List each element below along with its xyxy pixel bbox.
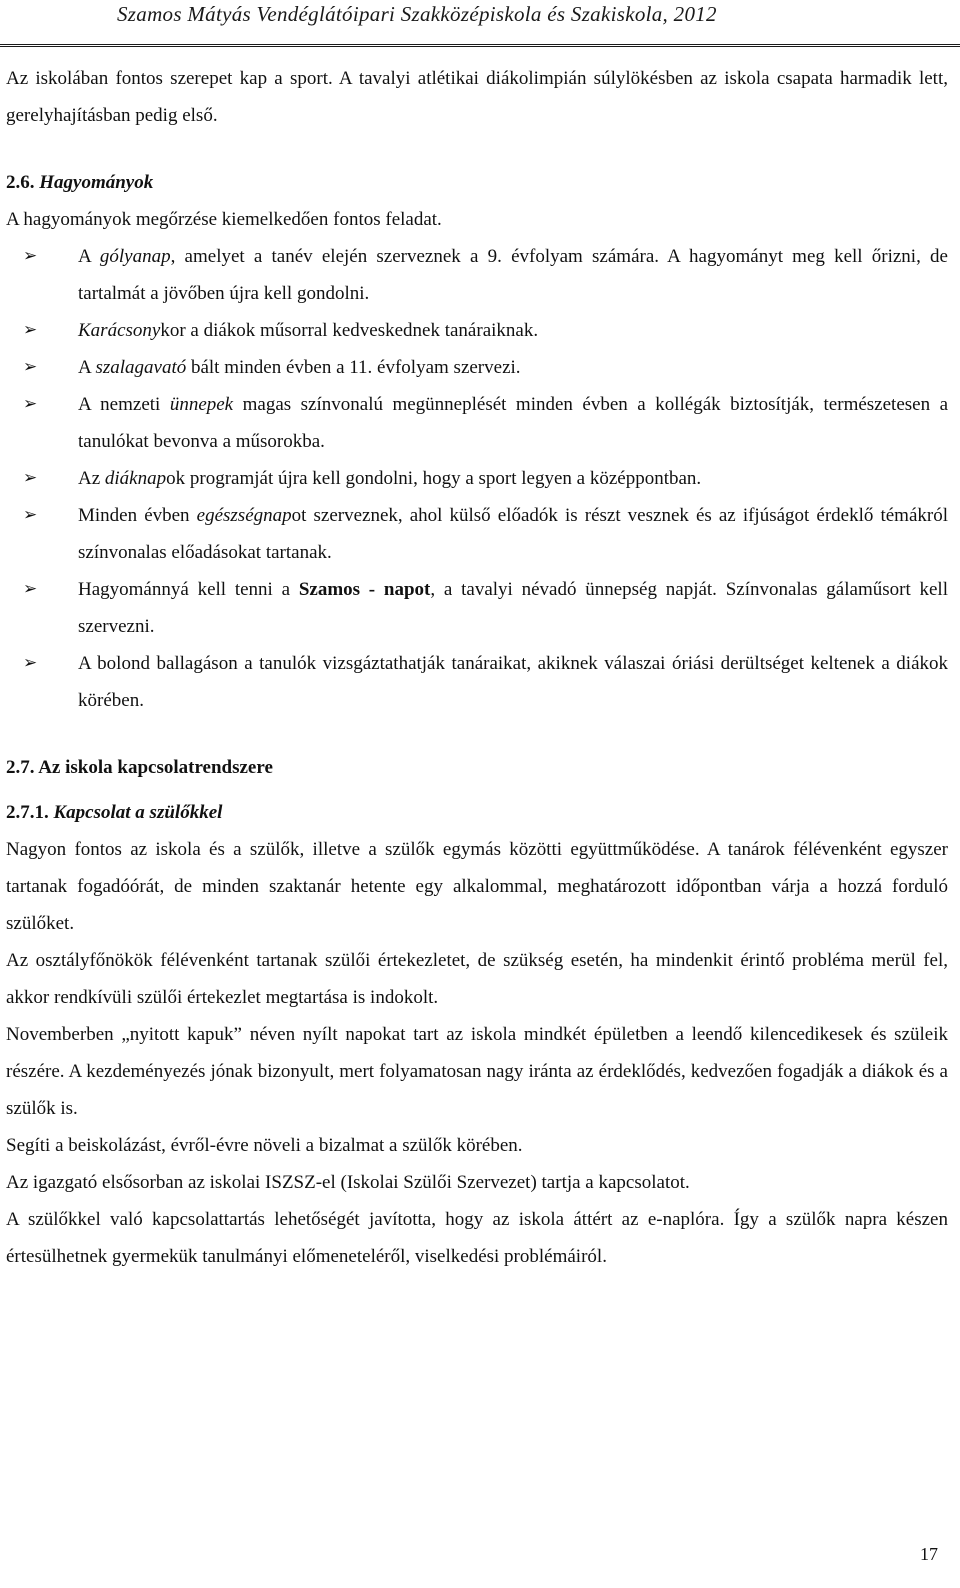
arrow-bullet-icon: ➢ — [23, 579, 38, 599]
traditions-list — [6, 238, 948, 719]
list-item — [6, 645, 948, 719]
item-text: A — [78, 246, 100, 267]
arrow-bullet-icon: ➢ — [23, 468, 38, 488]
list-item — [6, 312, 948, 349]
list-item — [6, 460, 948, 497]
list-item — [6, 238, 948, 312]
section-2-7-heading: 2.7. Az iskola kapcsolatrendszere — [6, 757, 273, 778]
arrow-bullet-icon: ➢ — [23, 320, 38, 340]
item-text: A — [78, 357, 96, 378]
item-text: ot szerveznek, ahol külső előadók is részt vesznek és az ifjúságot érdeklő témákról színvonalas előadásokat tartanak. — [78, 505, 948, 563]
item-emphasis: szalagavató — [95, 357, 187, 378]
page-header — [0, 0, 960, 47]
arrow-bullet-icon: ➢ — [23, 653, 38, 673]
list-item — [6, 349, 948, 386]
paragraph: A szülőkkel való kapcsolattartás lehetőségét javította, hogy az iskola áttért az e-naplóra. Így a szülők napra készen értesülhetnek gyermekük tanulmányi előmeneteléről, viselkedési problémáiról. — [6, 1209, 948, 1267]
section-2-7-1-heading — [6, 794, 948, 831]
paragraph: Novemberben „nyitott kapuk” néven nyílt napokat tart az iskola mindkét épületben a leendő kilencedikesek és szüleik részére. A kezdeményezés jónak bizonyult, mert folyamatosan nagy iránta az érdeklődés, kedvezően fogadják a diákok és a szülők is. — [6, 1024, 948, 1119]
list-item — [6, 386, 948, 460]
item-emphasis: Karácsony — [78, 320, 161, 341]
item-text: , amelyet a tanév elején szerveznek a 9. évfolyam számára. A hagyományt meg kell őrizni, de tartalmát a jövőben újra kell gondolni. — [78, 246, 948, 304]
section-2-6-lead: A hagyományok megőrzése kiemelkedően fontos feladat. — [6, 209, 442, 230]
document-body — [6, 60, 948, 1275]
intro-paragraph: Az iskolában fontos szerepet kap a sport. A tavalyi atlétikai diákolimpián súlylökésben az iskola csapata harmadik lett, gerelyhajításban pedig első. — [6, 68, 948, 126]
arrow-bullet-icon: ➢ — [23, 357, 38, 377]
item-emphasis: gólyanap — [99, 246, 171, 267]
section-2-6-heading — [6, 164, 948, 201]
section-2-6-title: Hagyományok — [39, 172, 154, 193]
item-text: , a tavalyi névadó ünnepség napját. Színvonalas gálaműsort kell szervezni. — [78, 579, 948, 637]
item-text: magas színvonalú megünneplését minden évben a kollégák biztosítják, természetesen a tanulókat bevonva a műsorokba. — [78, 394, 949, 452]
item-emphasis: egészségnap — [196, 505, 292, 526]
list-item — [6, 571, 948, 645]
paragraph: Az osztályfőnökök félévenként tartanak szülői értekezletet, de szükség esetén, ha mindenkit érintő probléma merül fel, akkor rendkívüli szülői értekezlet megtartása is indokolt. — [6, 950, 948, 1008]
arrow-bullet-icon: ➢ — [23, 246, 38, 266]
list-item — [6, 497, 948, 571]
section-2-6-number: 2.6. — [6, 172, 35, 193]
item-text: Az — [78, 468, 105, 489]
header-title: Szamos Mátyás Vendéglátóipari Szakközépiskola és Szakiskola, 2012 — [117, 2, 717, 26]
arrow-bullet-icon: ➢ — [23, 394, 38, 414]
item-strong: Szamos - napot — [298, 579, 431, 600]
item-text: A bolond ballagáson a tanulók vizsgáztathatják tanáraikat, akiknek válaszai óriási derültséget keltenek a diákok körében. — [78, 653, 948, 711]
item-text: Minden évben — [78, 505, 197, 526]
item-emphasis: ünnepek — [169, 394, 234, 415]
section-2-7-1-number: 2.7.1. — [6, 802, 49, 823]
item-text: kor a diákok műsorral kedveskednek tanáraiknak. — [160, 320, 539, 341]
section-2-7-1-title: Kapcsolat a szülőkkel — [53, 802, 223, 823]
paragraph: Az igazgató elsősorban az iskolai ISZSZ-el (Iskolai Szülői Szervezet) tartja a kapcsolatot. — [6, 1172, 690, 1193]
page-number: 17 — [920, 1544, 938, 1564]
paragraph: Nagyon fontos az iskola és a szülők, illetve a szülők egymás közötti együttműködése. A tanárok félévenként egyszer tartanak fogadóórát, de minden szaktanár hetente egy alkalommal, meghatározott időpontban várja a hozzá forduló szülőket. — [6, 839, 948, 934]
item-text: Hagyománnyá kell tenni a — [78, 579, 299, 600]
paragraph: Segíti a beiskolázást, évről-évre növeli a bizalmat a szülők körében. — [6, 1135, 523, 1156]
arrow-bullet-icon: ➢ — [23, 505, 38, 525]
item-text: bált minden évben a 11. évfolyam szervezi. — [186, 357, 521, 378]
item-text: ok programját újra kell gondolni, hogy a sport legyen a középpontban. — [166, 468, 702, 489]
item-text: A nemzeti — [78, 394, 170, 415]
item-emphasis: diáknap — [104, 468, 167, 489]
